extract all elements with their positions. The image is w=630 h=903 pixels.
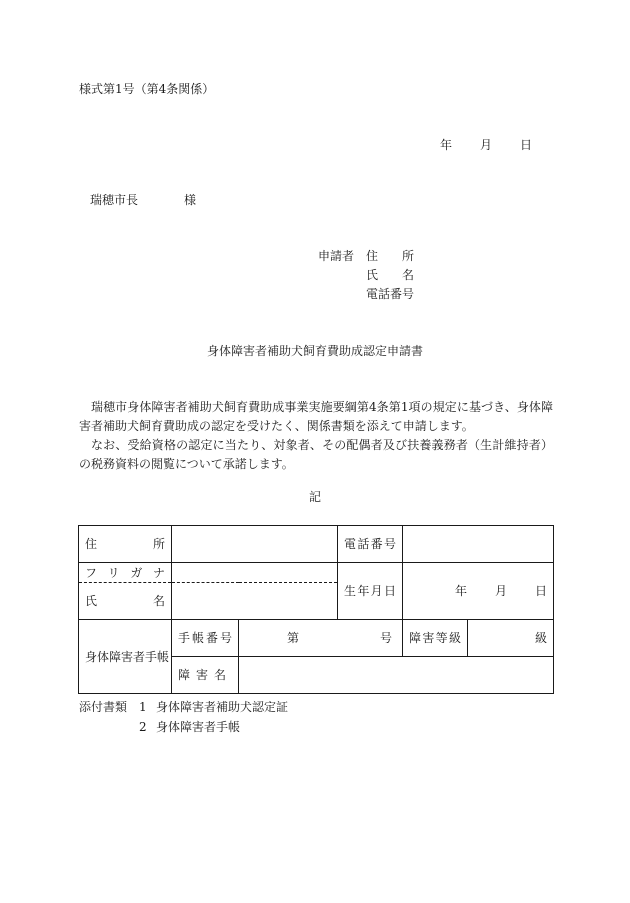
attachment-1-text: 身体障害者補助犬認定証 xyxy=(156,700,289,714)
addressee xyxy=(90,193,196,207)
ki-heading: 記 xyxy=(308,490,321,504)
body-text xyxy=(79,398,553,474)
form-number: 様式第1号（第4条関係） xyxy=(79,82,215,96)
application-table xyxy=(78,525,554,694)
body-paragraph-2: なお、受給資格の認定に当たり、対象者、その配偶者及び扶養義務者（生計維持者）の税務資料の閲覧について承諾します。 xyxy=(79,438,553,471)
applicant-label: 申請者 xyxy=(318,249,355,263)
attachment-2-num: 2 xyxy=(139,720,147,734)
document-title: 身体障害者補助犬飼育費助成認定申請書 xyxy=(206,344,423,358)
name-label: 氏 名 xyxy=(79,583,172,620)
applicant-phone-label: 電話番号 xyxy=(366,287,415,301)
body-paragraph-1: 瑞穂市身体障害者補助犬飼育費助成事業実施要綱第4条第1項の規定に基づき、身体障害者補助犬飼育費助成の認定を受けたく、関係書類を添えて申請します。 xyxy=(79,400,553,433)
grade-field[interactable]: 級 xyxy=(468,620,554,657)
date-day: 日 xyxy=(520,138,533,152)
applicant-address-label: 住 所 xyxy=(366,249,415,263)
phone-label: 電 話 番 号 xyxy=(338,526,403,563)
address-field[interactable] xyxy=(172,526,338,563)
address-label: 住 所 xyxy=(79,526,172,563)
attachment-2 xyxy=(139,720,240,734)
grade-label: 障 害 等 級 xyxy=(403,620,468,657)
name-field[interactable] xyxy=(172,583,338,620)
furigana-label: フ リ ガ ナ xyxy=(79,563,172,583)
disability-name-label: 障 害 名 xyxy=(172,657,239,694)
handbook-number-field[interactable]: 第 号 xyxy=(239,620,403,657)
birthdate-label: 生 年 月 日 xyxy=(338,563,403,620)
addressee-honorific: 様 xyxy=(184,193,197,207)
handbook-label: 身体障害者手帳 xyxy=(79,620,172,694)
phone-field[interactable] xyxy=(403,526,554,563)
attachments xyxy=(79,700,288,714)
birthdate-field[interactable]: 年 月 日 xyxy=(403,563,554,620)
applicant-name-label: 氏 名 xyxy=(366,268,415,282)
addressee-name: 瑞穂市長 xyxy=(90,193,139,207)
disability-name-field[interactable] xyxy=(239,657,554,694)
date-year: 年 xyxy=(440,138,453,152)
attachment-1-num: 1 xyxy=(139,700,147,714)
date-month: 月 xyxy=(480,138,493,152)
attachment-2-text: 身体障害者手帳 xyxy=(156,720,241,734)
attachments-label: 添付書類 xyxy=(79,700,128,714)
handbook-number-label: 手 帳 番 号 xyxy=(172,620,239,657)
date-line xyxy=(440,138,532,152)
furigana-field[interactable] xyxy=(172,563,338,583)
